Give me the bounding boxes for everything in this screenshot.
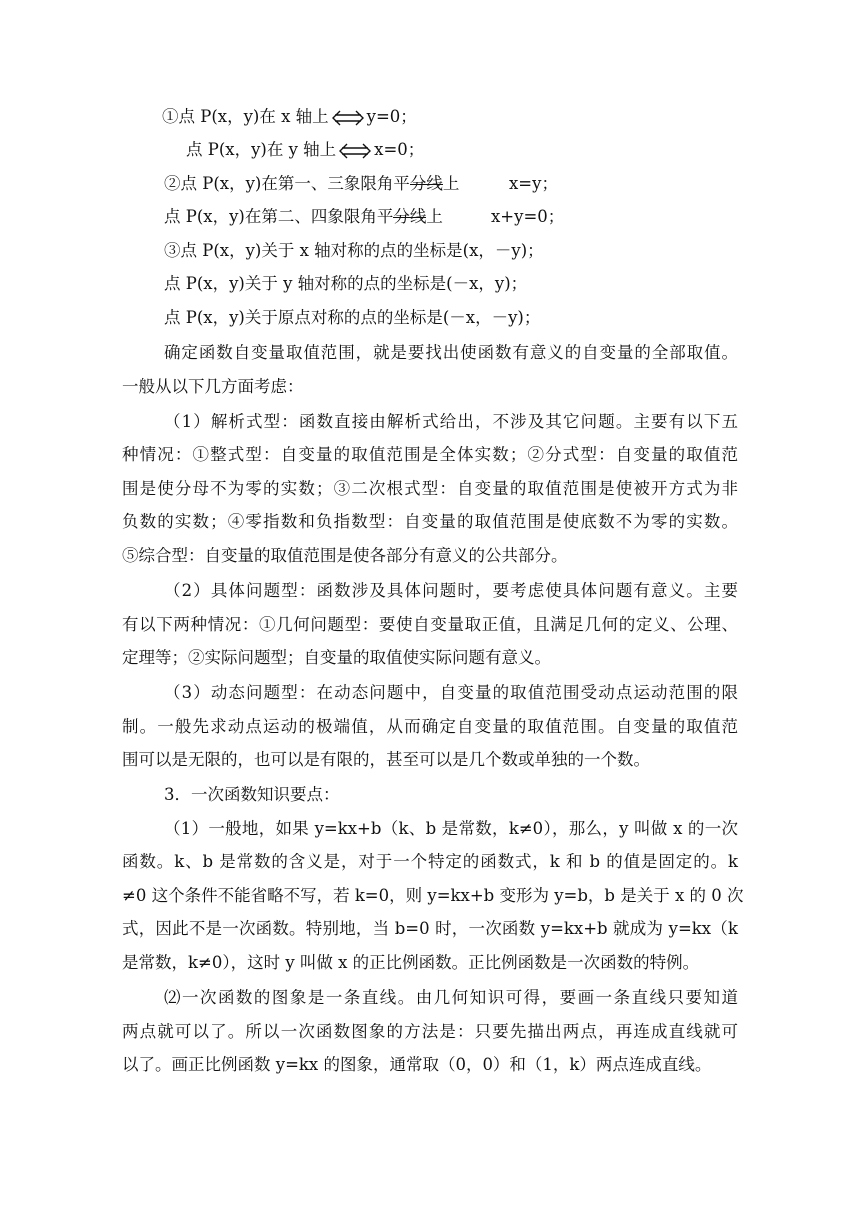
paragraph-line: ⑤综合型：自变量的取值范围是使各部分有意义的公共部分。: [122, 546, 568, 565]
rule-text: ①点 P(x，y)在 x 轴上: [162, 107, 329, 126]
paragraph-line: 函数。k、b 是常数的含义是，对于一个特定的函数式，k 和 b 的值是固定的。k: [122, 852, 738, 871]
rule-symmetry-x: ③点 P(x，y)关于 x 轴对称的点的坐标是(x，－y)；: [164, 241, 544, 260]
struck-text: 分线: [393, 207, 427, 226]
paragraph-line: 种情况：①整式型：自变量的取值范围是全体实数；②分式型：自变量的取值范: [122, 445, 738, 464]
rule-text: 上: [426, 207, 443, 226]
paragraph-line: 围是使分母不为零的实数；③二次根式型：自变量的取值范围是使被开方式为非: [122, 479, 738, 498]
rule-result: x=0；: [374, 140, 425, 159]
paragraph-line: 式，因此不是一次函数。特别地，当 b=0 时，一次函数 y=kx+b 就成为 y=kx（k: [122, 919, 738, 938]
paragraph-line: （1）一般地，如果 y=kx+b（k、b 是常数，k≠0），那么，y 叫做 x 的一次: [164, 819, 738, 838]
paragraph-line: 是常数，k≠0），这时 y 叫做 x 的正比例函数。正比例函数是一次函数的特例。: [122, 953, 700, 972]
paragraph-line: ≠0 这个条件不能省略不写，若 k=0，则 y=kx+b 变形为 y=b，b 是关于 x 的 0 次: [122, 886, 744, 905]
rule-bisector-2-4-eq: x+y=0；: [491, 207, 565, 226]
equivalence-arrow-icon: [331, 110, 365, 126]
rule-bisector-2-4: [164, 206, 443, 228]
paragraph-line: 两点就可以了。所以一次函数图象的方法是：只要先描出两点，再连成直线就可: [122, 1022, 738, 1041]
section-heading: 3．一次函数知识要点：: [164, 785, 340, 804]
paragraph-line: 一般从以下几方面考虑：: [122, 377, 304, 396]
rule-text: 上: [442, 174, 460, 193]
paragraph-line: ⑵一次函数的图象是一条直线。由几何知识可得，要画一条直线只要知道: [164, 988, 738, 1007]
paragraph-line: 有以下两种情况：①几何问题型：要使自变量取正值，且满足几何的定义、公理、: [122, 615, 738, 634]
rule-y-axis: [186, 139, 424, 161]
struck-text: 分线: [409, 174, 443, 193]
paragraph-line: （3）动态问题型：在动态问题中，自变量的取值范围受动点运动范围的限: [164, 683, 738, 702]
rule-result: y=0；: [366, 107, 417, 126]
rule-text: 点 P(x，y)在第二、四象限角平: [164, 207, 394, 226]
paragraph-line: 围可以是无限的，也可以是有限的，甚至可以是几个数或单独的一个数。: [122, 750, 650, 769]
rule-text: 点 P(x，y)在 y 轴上: [186, 140, 337, 159]
paragraph-line: （2）具体问题型：函数涉及具体问题时，要考虑使具体问题有意义。主要: [164, 581, 738, 600]
equivalence-arrow-icon: [338, 143, 372, 159]
rule-symmetry-y: 点 P(x，y)关于 y 轴对称的点的坐标是(－x，y)；: [164, 274, 528, 293]
paragraph-line: 确定函数自变量取值范围，就是要找出使函数有意义的自变量的全部取值。: [164, 343, 738, 362]
paragraph-line: 以了。画正比例函数 y=kx 的图象，通常取（0，0）和（1，k）两点连成直线。: [122, 1055, 712, 1074]
paragraph-line: 定理等；②实际问题型；自变量的取值使实际问题有意义。: [122, 648, 551, 667]
rule-bisector-1-3: [164, 173, 459, 195]
paragraph-line: 制。一般先求动点运动的极端值，从而确定自变量的取值范围。自变量的取值范: [122, 717, 738, 736]
paragraph-line: （1）解析式型：函数直接由解析式给出，不涉及其它问题。主要有以下五: [164, 412, 738, 431]
rule-bisector-1-3-eq: x=y；: [509, 174, 558, 193]
rule-symmetry-origin: 点 P(x，y)关于原点对称的点的坐标是(－x，－y)；: [164, 308, 541, 327]
rule-x-axis: [162, 106, 417, 128]
paragraph-line: 负数的实数；④零指数和负指数型：自变量的取值范围是使底数不为零的实数。: [122, 512, 738, 531]
rule-text: ②点 P(x，y)在第一、三象限角平: [164, 174, 410, 193]
